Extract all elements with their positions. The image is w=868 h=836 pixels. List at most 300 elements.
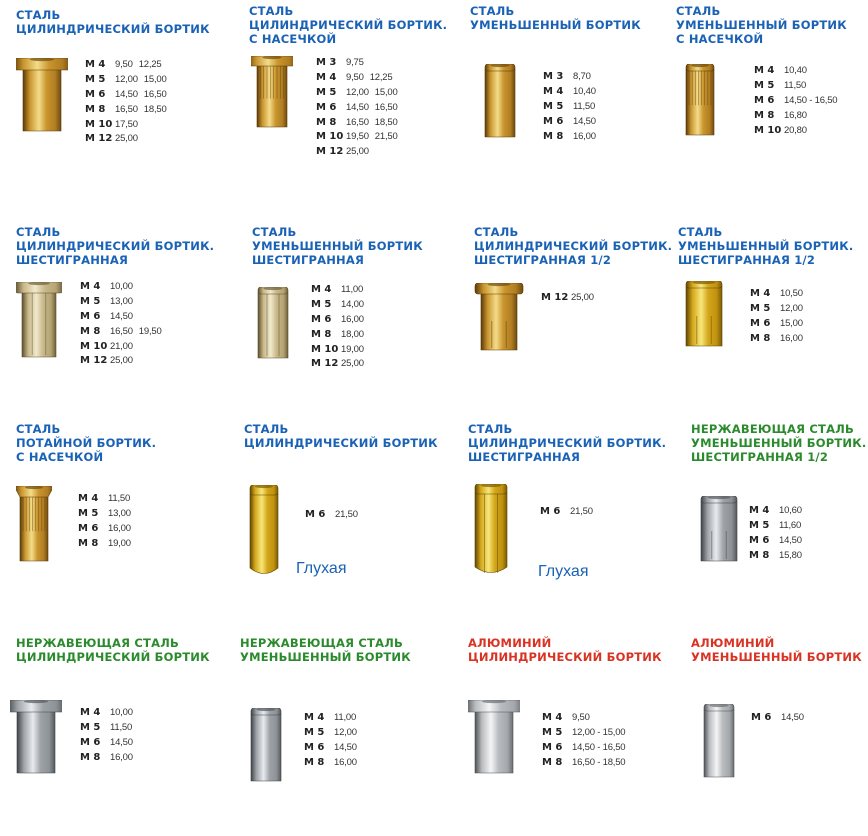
length-value: 9,50: [115, 59, 133, 70]
thread-size: M 4: [542, 712, 563, 723]
rivet-nut-drawing: [470, 484, 512, 578]
thread-size: M 12: [541, 292, 569, 303]
size-row: [311, 328, 364, 343]
rivet-nut-drawing: [468, 700, 520, 776]
length-value: 16,50: [110, 325, 133, 337]
length-value: 10,40: [784, 65, 807, 76]
length-value: 15,00: [143, 73, 167, 85]
product-title: [468, 636, 662, 664]
size-row: [78, 507, 131, 522]
product-card: [249, 4, 461, 204]
rivet-nut-image: [16, 486, 52, 564]
length-value: 16,80: [784, 109, 807, 121]
blind-nut-label: Глухая: [538, 563, 589, 580]
size-row: [754, 124, 837, 139]
title-line: СТАЛЬ: [244, 422, 289, 436]
length-value: 13,00: [110, 295, 133, 307]
product-title: [240, 636, 411, 664]
title-line: ШЕСТИГРАННАЯ: [16, 253, 129, 267]
title-line: УМЕНЬШЕННЫЙ БОРТИК.: [678, 239, 854, 253]
thread-size: M 10: [311, 343, 339, 355]
thread-size: M 12: [311, 358, 339, 370]
length-value: 11,50: [573, 100, 596, 112]
product-card: [691, 422, 868, 622]
title-line: УМЕНЬШЕННЫЙ БОРТИК: [240, 650, 411, 664]
size-row: [78, 522, 131, 537]
thread-size: M 10: [316, 131, 344, 143]
product-title: [676, 4, 847, 46]
rivet-nut-drawing: [695, 496, 743, 564]
rivet-nut-image: [470, 484, 512, 578]
length-value: 16,50: [115, 103, 138, 115]
title-line: СТАЛЬ: [468, 422, 513, 436]
product-title: [468, 422, 666, 464]
title-line: ШЕСТИГРАННАЯ 1/2: [678, 253, 816, 267]
size-row: [304, 711, 357, 726]
thread-size: M 4: [80, 707, 101, 718]
thread-size: M 8: [311, 328, 332, 340]
size-row: [749, 549, 802, 564]
length-value: 14,50 - 16,50: [784, 94, 838, 106]
size-row: [754, 109, 837, 124]
thread-size: M 8: [543, 130, 564, 142]
thread-size: M 5: [749, 519, 770, 531]
length-value: 25,00: [110, 355, 133, 367]
length-value: 25,00: [571, 292, 594, 303]
length-value: 16,50: [143, 88, 167, 100]
thread-size: M 6: [80, 736, 101, 748]
product-card: [16, 636, 228, 836]
title-line: СТАЛЬ: [252, 225, 297, 239]
size-row: [540, 505, 593, 520]
title-line: ЦИЛИНДРИЧЕСКИЙ БОРТИК.: [16, 239, 215, 253]
thread-size: M 8: [750, 332, 771, 344]
size-row: [78, 537, 131, 552]
product-card: [468, 422, 680, 622]
size-row: [542, 711, 625, 726]
size-row: [80, 354, 162, 369]
thread-size: M 8: [316, 116, 337, 128]
size-row: [80, 340, 162, 355]
length-value: 25,00: [341, 358, 364, 370]
length-value: 13,00: [108, 507, 131, 519]
blind-nut-label: Глухая: [296, 560, 347, 577]
thread-size: M 5: [80, 295, 101, 307]
length-value: 12,00: [115, 73, 138, 85]
size-row: [80, 751, 133, 766]
length-value: 10,00: [110, 281, 133, 292]
size-row: [85, 58, 167, 73]
length-value: 19,00: [341, 343, 364, 355]
size-row: [541, 291, 594, 306]
size-row: [316, 145, 398, 160]
product-card: [691, 636, 868, 836]
thread-size: M 8: [754, 109, 775, 121]
title-line: СТАЛЬ: [16, 225, 61, 239]
size-row: [80, 706, 133, 721]
length-value: 12,00: [346, 86, 369, 98]
title-line: ЦИЛИНДРИЧЕСКИЙ БОРТИК: [16, 650, 210, 664]
rivet-nut-image: [474, 283, 524, 353]
size-table: [540, 505, 593, 520]
thread-size: M 3: [316, 57, 337, 68]
length-value: 25,00: [115, 133, 138, 145]
size-row: [311, 357, 364, 372]
thread-size: M 8: [78, 537, 99, 549]
thread-size: M 5: [542, 726, 563, 738]
product-title: [16, 8, 210, 36]
product-title: [691, 422, 866, 464]
thread-size: M 8: [542, 756, 563, 768]
length-value: 21,50: [335, 509, 358, 520]
thread-size: M 12: [80, 355, 108, 367]
rivet-nut-image: [251, 56, 293, 130]
product-card: [16, 422, 228, 622]
title-line: СТАЛЬ: [470, 4, 515, 18]
thread-size: M 6: [304, 741, 325, 753]
rivet-nut-image: [10, 700, 62, 776]
thread-size: M 8: [304, 756, 325, 768]
size-row: [85, 103, 167, 118]
thread-size: M 5: [316, 86, 337, 98]
length-value: 10,40: [573, 85, 596, 97]
product-title: [252, 225, 423, 267]
title-line: СТАЛЬ: [249, 4, 294, 18]
thread-size: M 6: [305, 509, 326, 520]
length-value: 11,00: [341, 284, 364, 295]
size-row: [543, 115, 596, 130]
thread-size: M 5: [754, 79, 775, 91]
rivet-nut-image: [244, 485, 284, 579]
product-title: [244, 422, 438, 450]
length-value: 8,70: [573, 71, 591, 82]
length-value: 15,80: [779, 549, 802, 561]
rivet-nut-drawing: [10, 700, 62, 776]
thread-size: M 6: [85, 88, 106, 100]
rivet-nut-image: [680, 64, 720, 138]
size-table: [311, 283, 364, 372]
length-value: 19,50: [138, 325, 162, 337]
product-card: [676, 4, 868, 204]
size-table: [85, 58, 167, 147]
thread-size: M 6: [78, 522, 99, 534]
length-value: 18,00: [341, 328, 364, 340]
length-value: 16,00: [780, 332, 803, 344]
rivet-nut-image: [695, 496, 743, 564]
length-value: 16,50: [346, 116, 369, 128]
title-line: АЛЮМИНИЙ: [468, 636, 552, 650]
length-value: 14,50: [110, 736, 133, 748]
size-row: [316, 101, 398, 116]
length-value: 11,50: [784, 79, 807, 91]
title-line: НЕРЖАВЕЮЩАЯ СТАЛЬ: [691, 422, 854, 436]
length-value: 14,50: [334, 741, 357, 753]
size-row: [316, 116, 398, 131]
length-value: 14,50: [346, 101, 369, 113]
thread-size: M 6: [543, 115, 564, 127]
size-row: [78, 492, 131, 507]
thread-size: M 5: [543, 100, 564, 112]
size-row: [311, 313, 364, 328]
size-table: [542, 711, 625, 771]
rivet-nut-drawing: [680, 64, 720, 138]
rivet-nut-drawing: [478, 64, 522, 140]
size-table: [78, 492, 131, 552]
size-table: [751, 711, 804, 726]
size-row: [85, 73, 167, 88]
thread-size: M 10: [85, 118, 113, 130]
title-line: СТАЛЬ: [678, 225, 723, 239]
thread-size: M 8: [80, 325, 101, 337]
product-title: [691, 636, 862, 664]
title-line: ЦИЛИНДРИЧЕСКИЙ БОРТИК: [244, 436, 438, 450]
size-row: [304, 741, 357, 756]
length-value: 21,50: [374, 131, 398, 143]
title-line: С НАСЕЧКОЙ: [249, 32, 337, 46]
thread-size: M 4: [754, 65, 775, 76]
length-value: 16,00: [110, 751, 133, 763]
size-row: [542, 756, 625, 771]
size-table: [543, 70, 596, 144]
length-value: 10,50: [780, 288, 803, 299]
size-row: [754, 79, 837, 94]
title-line: НЕРЖАВЕЮЩАЯ СТАЛЬ: [240, 636, 403, 650]
length-value: 16,00: [341, 313, 364, 325]
rivet-nut-image: [244, 708, 288, 784]
title-line: УМЕНЬШЕННЫЙ БОРТИК: [470, 18, 641, 32]
length-value: 18,50: [143, 103, 167, 115]
product-card: [474, 225, 686, 425]
rivet-nut-drawing: [16, 282, 62, 360]
title-line: УМЕНЬШЕННЫЙ БОРТИК.: [691, 436, 867, 450]
title-line: СТАЛЬ: [474, 225, 519, 239]
size-row: [316, 86, 398, 101]
length-value: 14,50: [573, 115, 596, 127]
size-row: [80, 310, 162, 325]
thread-size: M 5: [311, 298, 332, 310]
thread-size: M 4: [304, 712, 325, 723]
title-line: ПОТАЙНОЙ БОРТИК.: [16, 436, 157, 450]
product-title: [16, 225, 214, 267]
length-value: 14,50: [115, 88, 138, 100]
size-table: [80, 280, 162, 369]
length-value: 19,50: [346, 131, 369, 143]
product-card: [244, 422, 456, 622]
thread-size: M 3: [543, 71, 564, 82]
title-line: АЛЮМИНИЙ: [691, 636, 775, 650]
size-row: [749, 519, 802, 534]
thread-size: M 6: [80, 310, 101, 322]
rivet-nut-drawing: [252, 287, 294, 361]
size-row: [750, 287, 803, 302]
title-line: УМЕНЬШЕННЫЙ БОРТИК: [252, 239, 423, 253]
length-value: 16,50 - 18,50: [572, 756, 626, 768]
length-value: 12,00: [334, 726, 357, 738]
title-line: ЦИЛИНДРИЧЕСКИЙ БОРТИК: [468, 650, 662, 664]
size-row: [749, 534, 802, 549]
product-card: [470, 4, 682, 204]
title-line: СТАЛЬ: [16, 8, 61, 22]
length-value: 10,60: [779, 505, 802, 516]
product-card: [678, 225, 868, 425]
length-value: 9,75: [346, 57, 364, 68]
thread-size: M 5: [85, 73, 106, 85]
size-table: [304, 711, 357, 771]
title-line: ЦИЛИНДРИЧЕСКИЙ БОРТИК.: [249, 18, 448, 32]
size-table: [541, 291, 594, 306]
size-table: [305, 508, 358, 523]
product-title: [249, 4, 447, 46]
title-line: ЦИЛИНДРИЧЕСКИЙ БОРТИК.: [474, 239, 673, 253]
title-line: ШЕСТИГРАННАЯ: [252, 253, 365, 267]
size-row: [543, 85, 596, 100]
size-row: [754, 94, 837, 109]
thread-size: M 4: [543, 85, 564, 97]
rivet-nut-drawing: [16, 58, 68, 134]
size-row: [542, 726, 625, 741]
length-value: 11,60: [779, 519, 802, 531]
title-line: СТАЛЬ: [16, 422, 61, 436]
size-row: [85, 132, 167, 147]
thread-size: M 8: [85, 103, 106, 115]
size-table: [749, 504, 802, 564]
length-value: 17,50: [115, 118, 138, 130]
thread-size: M 10: [754, 124, 782, 136]
size-row: [750, 332, 803, 347]
length-value: 9,50: [346, 71, 364, 83]
length-value: 11,00: [334, 712, 357, 723]
thread-size: M 4: [311, 284, 332, 295]
product-title: [470, 4, 641, 32]
product-title: [678, 225, 853, 267]
thread-size: M 6: [311, 313, 332, 325]
thread-size: M 5: [78, 507, 99, 519]
size-table: [754, 64, 837, 138]
title-line: ШЕСТИГРАННАЯ 1/2: [474, 253, 612, 267]
product-title: [16, 636, 210, 664]
length-value: 14,00: [341, 298, 364, 310]
thread-size: M 5: [750, 302, 771, 314]
length-value: 14,50 - 16,50: [572, 741, 626, 753]
title-line: УМЕНЬШЕННЫЙ БОРТИК: [676, 18, 847, 32]
size-table: [750, 287, 803, 347]
length-value: 21,50: [570, 506, 593, 517]
title-line: ЦИЛИНДРИЧЕСКИЙ БОРТИК: [16, 22, 210, 36]
rivet-nut-image: [16, 58, 68, 134]
rivet-nut-drawing: [697, 704, 741, 780]
length-value: 21,00: [110, 340, 133, 352]
length-value: 16,50: [374, 101, 398, 113]
size-row: [542, 741, 625, 756]
thread-size: M 5: [304, 726, 325, 738]
title-line: ЦИЛИНДРИЧЕСКИЙ БОРТИК.: [468, 436, 667, 450]
thread-size: M 6: [751, 712, 772, 723]
size-table: [316, 56, 398, 160]
length-value: 25,00: [346, 146, 369, 158]
length-value: 16,00: [334, 756, 357, 768]
thread-size: M 6: [316, 101, 337, 113]
length-value: 10,00: [110, 707, 133, 718]
rivet-nut-drawing: [251, 56, 293, 130]
rivet-nut-image: [468, 700, 520, 776]
size-row: [80, 736, 133, 751]
product-card: [252, 225, 464, 425]
length-value: 16,00: [108, 522, 131, 534]
rivet-nut-drawing: [680, 281, 728, 349]
size-row: [750, 317, 803, 332]
size-row: [543, 100, 596, 115]
size-row: [80, 325, 162, 340]
length-value: 12,00: [780, 302, 803, 314]
size-row: [750, 302, 803, 317]
rivet-nut-drawing: [16, 486, 52, 564]
length-value: 12,00 - 15,00: [572, 726, 626, 738]
thread-size: M 8: [749, 549, 770, 561]
product-card: [16, 8, 228, 208]
size-row: [304, 726, 357, 741]
rivet-nut-image: [252, 287, 294, 361]
size-row: [316, 56, 398, 71]
length-value: 14,50: [779, 534, 802, 546]
product-title: [16, 422, 156, 464]
length-value: 11,50: [110, 721, 133, 733]
length-value: 12,25: [138, 59, 162, 70]
size-row: [80, 721, 133, 736]
thread-size: M 4: [85, 59, 106, 70]
thread-size: M 4: [750, 288, 771, 299]
thread-size: M 4: [80, 281, 101, 292]
title-line: СТАЛЬ: [676, 4, 721, 18]
product-card: [16, 225, 228, 425]
product-title: [474, 225, 672, 267]
length-value: 14,50: [110, 310, 133, 322]
size-table: [80, 706, 133, 766]
thread-size: M 4: [78, 493, 99, 504]
title-line: ШЕСТИГРАННАЯ 1/2: [691, 450, 829, 464]
thread-size: M 5: [80, 721, 101, 733]
rivet-nut-image: [680, 281, 728, 349]
size-row: [751, 711, 804, 726]
title-line: ШЕСТИГРАННАЯ: [468, 450, 581, 464]
rivet-nut-drawing: [474, 283, 524, 353]
size-row: [311, 283, 364, 298]
length-value: 15,00: [780, 317, 803, 329]
thread-size: M 12: [316, 146, 344, 158]
thread-size: M 8: [80, 751, 101, 763]
length-value: 19,00: [108, 537, 131, 549]
thread-size: M 6: [749, 534, 770, 546]
product-card: [468, 636, 680, 836]
size-row: [316, 130, 398, 145]
size-row: [85, 118, 167, 133]
thread-size: M 6: [540, 506, 561, 517]
length-value: 15,00: [374, 86, 398, 98]
length-value: 20,80: [784, 124, 807, 136]
length-value: 12,25: [369, 71, 393, 83]
length-value: 14,50: [781, 712, 804, 723]
size-row: [543, 130, 596, 145]
size-row: [80, 280, 162, 295]
size-row: [305, 508, 358, 523]
thread-size: M 6: [754, 94, 775, 106]
thread-size: M 4: [316, 71, 337, 83]
size-row: [85, 88, 167, 103]
thread-size: M 6: [542, 741, 563, 753]
size-row: [304, 756, 357, 771]
size-row: [80, 295, 162, 310]
rivet-nut-drawing: [244, 708, 288, 784]
rivet-nut-image: [16, 282, 62, 360]
